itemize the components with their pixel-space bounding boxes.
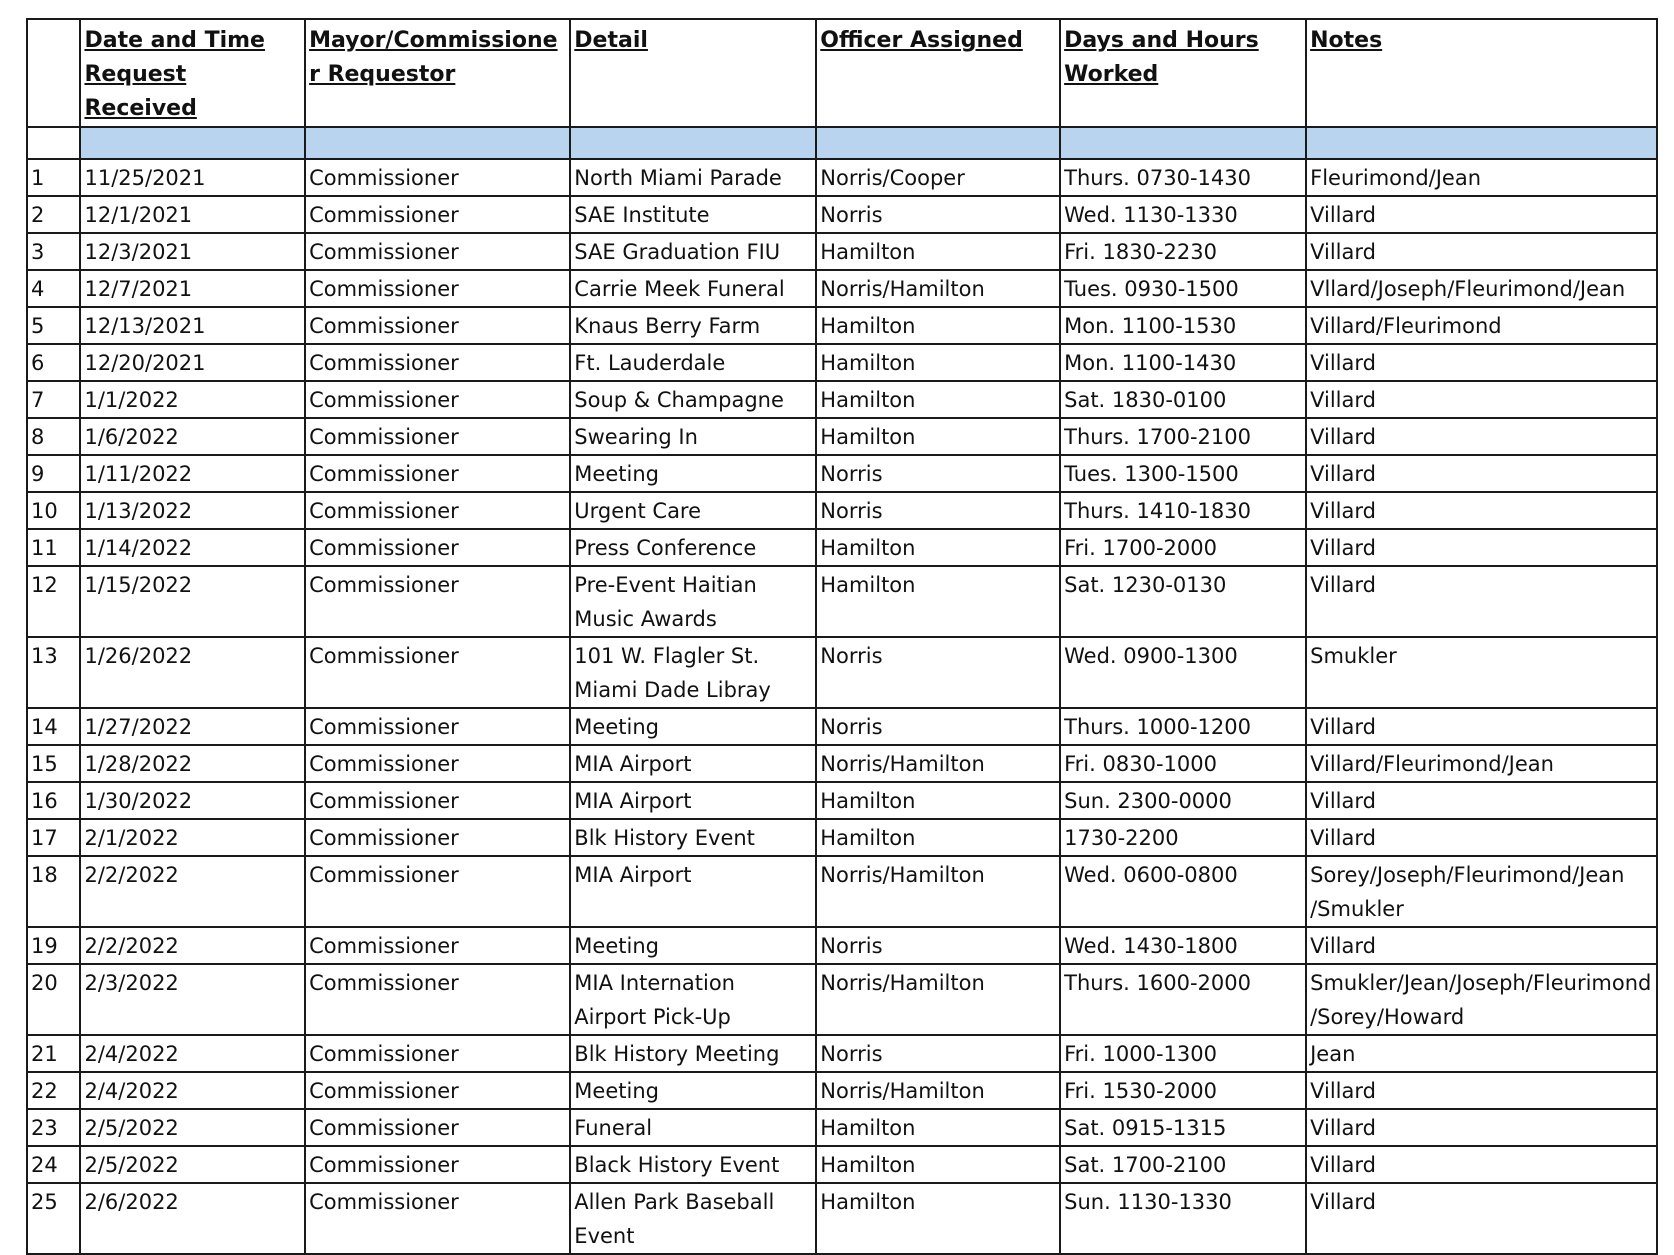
- table-row: [27, 196, 1657, 233]
- cell-officer: Norris/Hamilton: [816, 964, 1060, 1035]
- cell-requestor: Commissioner: [305, 1072, 570, 1109]
- cell-detail: Meeting: [570, 455, 816, 492]
- cell-officer: Hamilton: [816, 233, 1060, 270]
- cell-date: 2/5/2022: [80, 1109, 305, 1146]
- cell-notes: Villard/Fleurimond: [1306, 307, 1657, 344]
- cell-number: 11: [27, 529, 80, 566]
- cell-number: 12: [27, 566, 80, 637]
- cell-detail: MIA Airport: [570, 856, 816, 927]
- cell-requestor: Commissioner: [305, 566, 570, 637]
- header-hours: Days and Hours Worked: [1060, 19, 1306, 127]
- cell-number: 3: [27, 233, 80, 270]
- header-detail: Detail: [570, 19, 816, 127]
- cell-notes: Villard: [1306, 708, 1657, 745]
- cell-requestor: Commissioner: [305, 708, 570, 745]
- cell-notes: Villard: [1306, 927, 1657, 964]
- cell-date: 1/1/2022: [80, 381, 305, 418]
- table-row: [27, 566, 1657, 637]
- cell-hours: Sat. 1830-0100: [1060, 381, 1306, 418]
- cell-date: 1/28/2022: [80, 745, 305, 782]
- cell-officer: Norris/Hamilton: [816, 745, 1060, 782]
- table-row: [27, 381, 1657, 418]
- header-row: [27, 19, 1657, 127]
- cell-notes: Villard/Fleurimond/Jean: [1306, 745, 1657, 782]
- cell-hours: Thurs. 1410-1830: [1060, 492, 1306, 529]
- cell-requestor: Commissioner: [305, 856, 570, 927]
- cell-detail: Pre-Event Haitian Music Awards: [570, 566, 816, 637]
- cell-hours: Fri. 1530-2000: [1060, 1072, 1306, 1109]
- cell-detail: Allen Park Baseball Event: [570, 1183, 816, 1254]
- cell-requestor: Commissioner: [305, 418, 570, 455]
- cell-hours: Thurs. 1000-1200: [1060, 708, 1306, 745]
- cell-notes: Villard: [1306, 455, 1657, 492]
- header-index: [27, 19, 80, 127]
- cell-requestor: Commissioner: [305, 1109, 570, 1146]
- cell-officer: Hamilton: [816, 1109, 1060, 1146]
- cell-requestor: Commissioner: [305, 492, 570, 529]
- table-row: [27, 270, 1657, 307]
- cell-hours: Mon. 1100-1430: [1060, 344, 1306, 381]
- table-row: [27, 1109, 1657, 1146]
- cell-date: 1/27/2022: [80, 708, 305, 745]
- cell-hours: Mon. 1100-1530: [1060, 307, 1306, 344]
- cell-number: 9: [27, 455, 80, 492]
- cell-officer: Norris/Hamilton: [816, 1072, 1060, 1109]
- cell-notes: Smukler: [1306, 637, 1657, 708]
- table-row: [27, 819, 1657, 856]
- cell-number: 7: [27, 381, 80, 418]
- cell-requestor: Commissioner: [305, 307, 570, 344]
- cell-date: 12/7/2021: [80, 270, 305, 307]
- cell-notes: Villard: [1306, 233, 1657, 270]
- table-row: [27, 745, 1657, 782]
- cell-notes: Villard: [1306, 1072, 1657, 1109]
- cell-notes: Vllard/Joseph/Fleurimond/Jean: [1306, 270, 1657, 307]
- cell-number: 4: [27, 270, 80, 307]
- cell-notes: Villard: [1306, 1109, 1657, 1146]
- band-cell: [570, 127, 816, 159]
- cell-detail: SAE Institute: [570, 196, 816, 233]
- cell-officer: Hamilton: [816, 819, 1060, 856]
- table-row: [27, 856, 1657, 927]
- table-row: [27, 927, 1657, 964]
- cell-number: 22: [27, 1072, 80, 1109]
- header-band-row: [27, 127, 1657, 159]
- cell-date: 11/25/2021: [80, 159, 305, 196]
- header-notes: Notes: [1306, 19, 1657, 127]
- cell-number: 21: [27, 1035, 80, 1072]
- cell-number: 1: [27, 159, 80, 196]
- table-row: [27, 418, 1657, 455]
- cell-date: 1/30/2022: [80, 782, 305, 819]
- cell-number: 18: [27, 856, 80, 927]
- cell-officer: Norris: [816, 637, 1060, 708]
- cell-notes: Villard: [1306, 819, 1657, 856]
- cell-hours: Sat. 1230-0130: [1060, 566, 1306, 637]
- cell-detail: Soup & Champagne: [570, 381, 816, 418]
- cell-date: 1/11/2022: [80, 455, 305, 492]
- cell-hours: Sun. 2300-0000: [1060, 782, 1306, 819]
- cell-requestor: Commissioner: [305, 1146, 570, 1183]
- cell-requestor: Commissioner: [305, 1035, 570, 1072]
- cell-requestor: Commissioner: [305, 819, 570, 856]
- cell-officer: Hamilton: [816, 381, 1060, 418]
- cell-hours: Fri. 1830-2230: [1060, 233, 1306, 270]
- cell-number: 23: [27, 1109, 80, 1146]
- cell-number: 20: [27, 964, 80, 1035]
- cell-officer: Norris/Hamilton: [816, 270, 1060, 307]
- cell-officer: Hamilton: [816, 566, 1060, 637]
- cell-date: 1/13/2022: [80, 492, 305, 529]
- cell-hours: Tues. 1300-1500: [1060, 455, 1306, 492]
- cell-officer: Norris/Hamilton: [816, 856, 1060, 927]
- cell-hours: Thurs. 0730-1430: [1060, 159, 1306, 196]
- cell-hours: Fri. 1000-1300: [1060, 1035, 1306, 1072]
- band-cell: [816, 127, 1060, 159]
- cell-detail: MIA Airport: [570, 745, 816, 782]
- cell-hours: Tues. 0930-1500: [1060, 270, 1306, 307]
- cell-requestor: Commissioner: [305, 344, 570, 381]
- cell-detail: Black History Event: [570, 1146, 816, 1183]
- table-row: [27, 1035, 1657, 1072]
- header-officer: Officer Assigned: [816, 19, 1060, 127]
- cell-date: 1/26/2022: [80, 637, 305, 708]
- cell-notes: Villard: [1306, 529, 1657, 566]
- cell-officer: Hamilton: [816, 1183, 1060, 1254]
- cell-date: 12/20/2021: [80, 344, 305, 381]
- cell-date: 1/14/2022: [80, 529, 305, 566]
- cell-hours: Sun. 1130-1330: [1060, 1183, 1306, 1254]
- cell-officer: Norris: [816, 492, 1060, 529]
- cell-notes: Jean: [1306, 1035, 1657, 1072]
- cell-requestor: Commissioner: [305, 927, 570, 964]
- cell-date: 2/6/2022: [80, 1183, 305, 1254]
- band-cell: [1306, 127, 1657, 159]
- cell-hours: Fri. 1700-2000: [1060, 529, 1306, 566]
- cell-notes: Villard: [1306, 492, 1657, 529]
- table-row: [27, 529, 1657, 566]
- table-row: [27, 159, 1657, 196]
- cell-number: 8: [27, 418, 80, 455]
- cell-requestor: Commissioner: [305, 529, 570, 566]
- cell-number: 24: [27, 1146, 80, 1183]
- cell-hours: Wed. 1430-1800: [1060, 927, 1306, 964]
- cell-officer: Hamilton: [816, 418, 1060, 455]
- table-row: [27, 492, 1657, 529]
- table-row: [27, 1146, 1657, 1183]
- table-row: [27, 307, 1657, 344]
- cell-notes: Villard: [1306, 1146, 1657, 1183]
- cell-date: 1/15/2022: [80, 566, 305, 637]
- cell-officer: Norris: [816, 196, 1060, 233]
- cell-requestor: Commissioner: [305, 1183, 570, 1254]
- cell-number: 6: [27, 344, 80, 381]
- cell-officer: Hamilton: [816, 529, 1060, 566]
- cell-detail: Ft. Lauderdale: [570, 344, 816, 381]
- cell-number: 15: [27, 745, 80, 782]
- cell-detail: Blk History Meeting: [570, 1035, 816, 1072]
- cell-date: 12/1/2021: [80, 196, 305, 233]
- table-row: [27, 455, 1657, 492]
- cell-detail: Knaus Berry Farm: [570, 307, 816, 344]
- header-date: Date and Time Request Received: [80, 19, 305, 127]
- cell-date: 12/3/2021: [80, 233, 305, 270]
- table-row: [27, 782, 1657, 819]
- cell-requestor: Commissioner: [305, 270, 570, 307]
- cell-date: 2/2/2022: [80, 856, 305, 927]
- cell-requestor: Commissioner: [305, 455, 570, 492]
- cell-officer: Norris: [816, 708, 1060, 745]
- cell-date: 2/5/2022: [80, 1146, 305, 1183]
- cell-requestor: Commissioner: [305, 233, 570, 270]
- assignment-log-table: [26, 18, 1658, 1255]
- cell-number: 2: [27, 196, 80, 233]
- cell-notes: Villard: [1306, 418, 1657, 455]
- table-row: [27, 708, 1657, 745]
- cell-hours: Fri. 0830-1000: [1060, 745, 1306, 782]
- cell-requestor: Commissioner: [305, 745, 570, 782]
- cell-detail: Press Conference: [570, 529, 816, 566]
- cell-officer: Norris: [816, 1035, 1060, 1072]
- cell-detail: Swearing In: [570, 418, 816, 455]
- cell-requestor: Commissioner: [305, 782, 570, 819]
- cell-number: 10: [27, 492, 80, 529]
- cell-detail: Funeral: [570, 1109, 816, 1146]
- cell-detail: Blk History Event: [570, 819, 816, 856]
- cell-hours: Wed. 0600-0800: [1060, 856, 1306, 927]
- cell-hours: Thurs. 1600-2000: [1060, 964, 1306, 1035]
- cell-notes: Sorey/Joseph/Fleurimond/Jean /Smukler: [1306, 856, 1657, 927]
- cell-detail: SAE Graduation FIU: [570, 233, 816, 270]
- cell-requestor: Commissioner: [305, 964, 570, 1035]
- cell-number: 5: [27, 307, 80, 344]
- table-row: [27, 233, 1657, 270]
- cell-officer: Norris: [816, 927, 1060, 964]
- cell-requestor: Commissioner: [305, 196, 570, 233]
- cell-date: 2/3/2022: [80, 964, 305, 1035]
- cell-number: 25: [27, 1183, 80, 1254]
- cell-hours: Wed. 0900-1300: [1060, 637, 1306, 708]
- cell-notes: Villard: [1306, 782, 1657, 819]
- cell-notes: Villard: [1306, 381, 1657, 418]
- cell-date: 2/2/2022: [80, 927, 305, 964]
- cell-detail: North Miami Parade: [570, 159, 816, 196]
- cell-hours: Thurs. 1700-2100: [1060, 418, 1306, 455]
- cell-officer: Norris: [816, 455, 1060, 492]
- header-requestor: Mayor/Commissioner Requestor: [305, 19, 570, 127]
- cell-detail: Urgent Care: [570, 492, 816, 529]
- cell-officer: Norris/Cooper: [816, 159, 1060, 196]
- cell-hours: 1730-2200: [1060, 819, 1306, 856]
- cell-hours: Wed. 1130-1330: [1060, 196, 1306, 233]
- cell-number: 16: [27, 782, 80, 819]
- table-row: [27, 1072, 1657, 1109]
- cell-number: 17: [27, 819, 80, 856]
- cell-officer: Hamilton: [816, 344, 1060, 381]
- band-cell: [305, 127, 570, 159]
- cell-number: 13: [27, 637, 80, 708]
- cell-hours: Sat. 1700-2100: [1060, 1146, 1306, 1183]
- band-cell: [1060, 127, 1306, 159]
- table-row: [27, 637, 1657, 708]
- cell-detail: MIA Airport: [570, 782, 816, 819]
- cell-date: 2/4/2022: [80, 1035, 305, 1072]
- cell-requestor: Commissioner: [305, 381, 570, 418]
- cell-detail: 101 W. Flagler St. Miami Dade Libray: [570, 637, 816, 708]
- cell-detail: Meeting: [570, 1072, 816, 1109]
- band-cell: [80, 127, 305, 159]
- band-cell: [27, 127, 80, 159]
- cell-date: 1/6/2022: [80, 418, 305, 455]
- cell-notes: Villard: [1306, 566, 1657, 637]
- cell-detail: Carrie Meek Funeral: [570, 270, 816, 307]
- cell-notes: Villard: [1306, 344, 1657, 381]
- cell-officer: Hamilton: [816, 307, 1060, 344]
- table-row: [27, 964, 1657, 1035]
- cell-detail: MIA Internation Airport Pick-Up: [570, 964, 816, 1035]
- cell-requestor: Commissioner: [305, 159, 570, 196]
- cell-requestor: Commissioner: [305, 637, 570, 708]
- cell-number: 14: [27, 708, 80, 745]
- cell-number: 19: [27, 927, 80, 964]
- cell-detail: Meeting: [570, 927, 816, 964]
- cell-notes: Smukler/Jean/Joseph/Fleurimond/Sorey/Howard: [1306, 964, 1657, 1035]
- cell-notes: Fleurimond/Jean: [1306, 159, 1657, 196]
- cell-hours: Sat. 0915-1315: [1060, 1109, 1306, 1146]
- table-row: [27, 344, 1657, 381]
- cell-date: 2/1/2022: [80, 819, 305, 856]
- table-row: [27, 1183, 1657, 1254]
- cell-officer: Hamilton: [816, 782, 1060, 819]
- cell-notes: Villard: [1306, 1183, 1657, 1254]
- cell-notes: Villard: [1306, 196, 1657, 233]
- cell-date: 12/13/2021: [80, 307, 305, 344]
- cell-officer: Hamilton: [816, 1146, 1060, 1183]
- cell-detail: Meeting: [570, 708, 816, 745]
- cell-date: 2/4/2022: [80, 1072, 305, 1109]
